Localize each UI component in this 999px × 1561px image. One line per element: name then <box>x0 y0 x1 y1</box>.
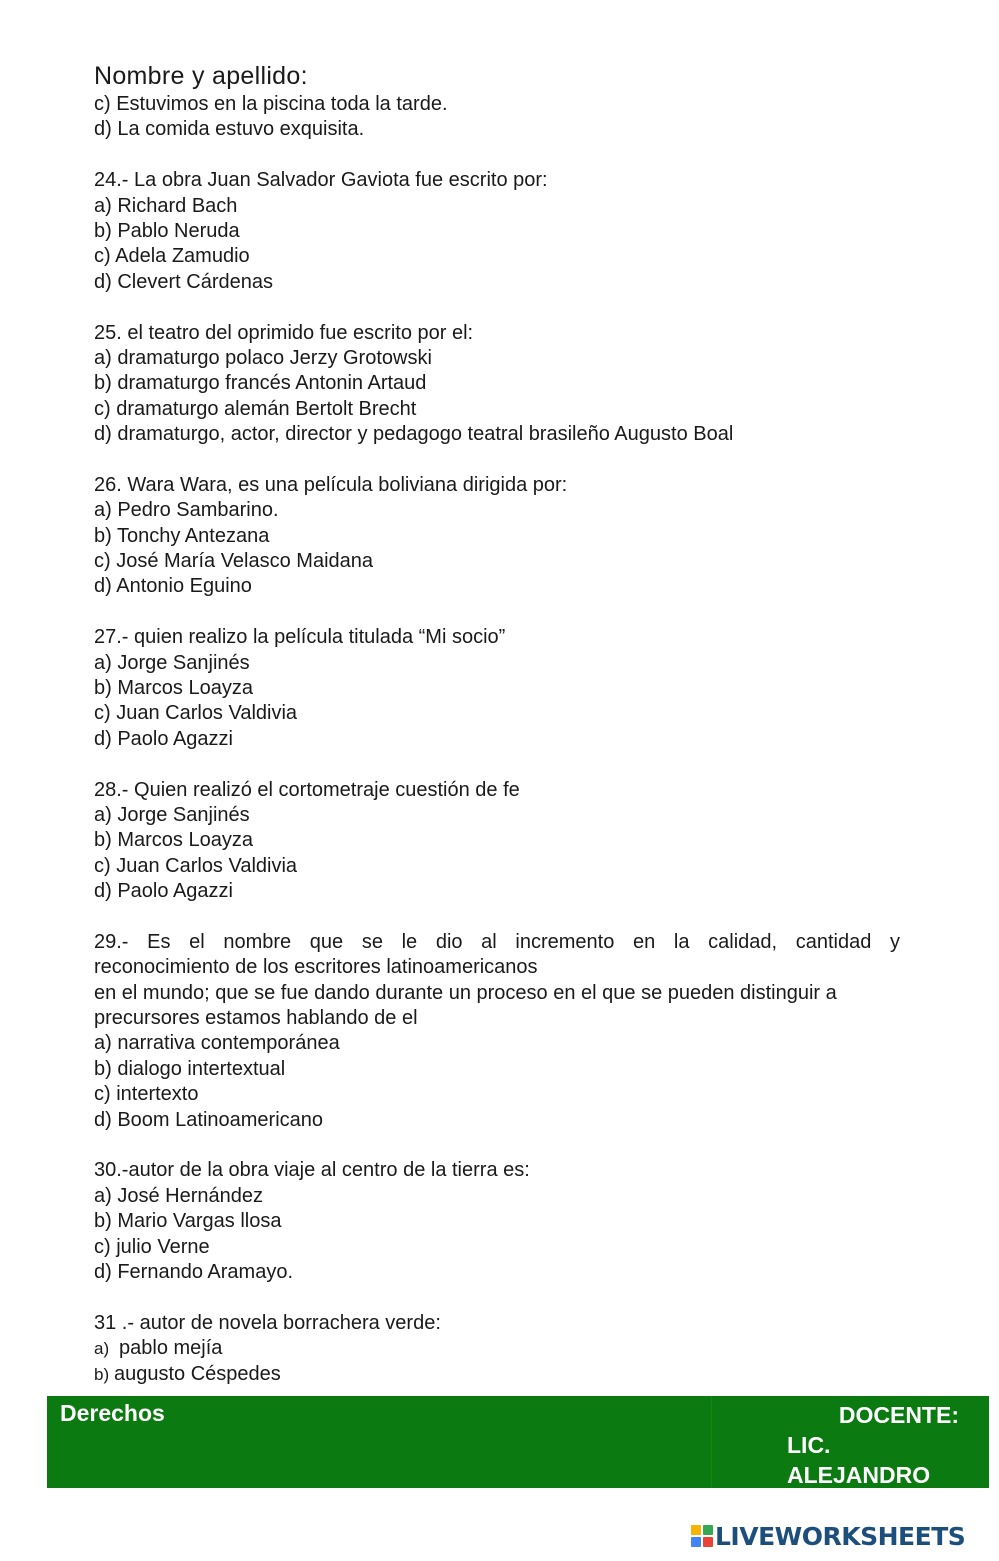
option-line: b) Marcos Loayza <box>94 829 253 852</box>
question-30-prompt: 30.-autor de la obra viaje al centro de la tierra es: <box>94 1159 530 1182</box>
footer-rights-label: Derechos <box>60 1400 165 1426</box>
option-line: c) Juan Carlos Valdivia <box>94 702 298 725</box>
option-line: c) José María Velasco Maidana <box>94 550 374 573</box>
question-26-prompt: 26. Wara Wara, es una película boliviana dirigida por: <box>94 473 568 496</box>
option-line: b) Marcos Loayza <box>94 676 253 699</box>
footer-bar <box>47 1396 989 1488</box>
page-header-name-label: Nombre y apellido: <box>94 62 308 90</box>
option-line: a) Pedro Sambarino. <box>94 499 279 522</box>
question-27-prompt: 27.- quien realizo la película titulada “Mi socio” <box>94 626 506 649</box>
question-28-prompt: 28.- Quien realizó el cortometraje cuestión de fe <box>94 778 520 801</box>
option-line: b) dialogo intertextual <box>94 1057 286 1080</box>
option-line: c) intertexto <box>94 1083 199 1106</box>
question-25-prompt: 25. el teatro del oprimido fue escrito por el: <box>94 321 474 344</box>
option-line: a) Jorge Sanjinés <box>94 651 250 674</box>
option-line <box>94 1336 900 1361</box>
option-line: c) dramaturgo alemán Bertolt Brecht <box>94 397 417 420</box>
option-line: a) Jorge Sanjinés <box>94 803 250 826</box>
option-line: b) Tonchy Antezana <box>94 524 270 547</box>
question-29-prompt-line: reconocimiento de los escritores latinoamericanos <box>94 956 538 979</box>
option-line: c) julio Verne <box>94 1235 210 1258</box>
question-24-prompt: 24.- La obra Juan Salvador Gaviota fue escrito por: <box>94 169 548 192</box>
option-line: b) Mario Vargas llosa <box>94 1210 282 1233</box>
option-line: b) dramaturgo francés Antonin Artaud <box>94 372 427 395</box>
option-letter: b) <box>94 1364 110 1384</box>
option-text: augusto Céspedes <box>114 1362 281 1385</box>
option-line <box>94 1362 900 1387</box>
option-line: d) Paolo Agazzi <box>94 880 233 903</box>
option-line: d) Boom Latinoamericano <box>94 1108 324 1131</box>
option-line: d) dramaturgo, actor, director y pedagogo teatral brasileño Augusto Boal <box>94 423 734 446</box>
option-line: a) José Hernández <box>94 1184 263 1207</box>
option-line: c) Adela Zamudio <box>94 245 250 268</box>
question-29-prompt-line: 29.- Es el nombre que se le dio al incremento en la calidad, cantidad y <box>94 930 900 953</box>
option-line: d) Antonio Eguino <box>94 575 252 598</box>
footer-teacher-line: ALEJANDRO <box>787 1462 931 1488</box>
option-line: d) Paolo Agazzi <box>94 727 233 750</box>
option-line: a) narrativa contemporánea <box>94 1032 340 1055</box>
option-line: c) Estuvimos en la piscina toda la tarde. <box>94 93 448 115</box>
liveworksheets-grid-icon <box>691 1525 713 1547</box>
option-letter: a) <box>94 1339 110 1359</box>
logo-text: LIVEWORKSHEETS <box>715 1521 966 1551</box>
question-31-prompt: 31 .- autor de novela borrachera verde: <box>94 1311 441 1334</box>
option-line: d) Clevert Cárdenas <box>94 270 273 293</box>
question-29-prompt-line: precursores estamos hablando de el <box>94 1007 418 1030</box>
footer-left-cell <box>47 1396 712 1488</box>
worksheet-content <box>94 92 900 1387</box>
option-line: b) Pablo Neruda <box>94 219 240 242</box>
liveworksheets-logo[interactable] <box>691 1520 965 1552</box>
option-line: d) Fernando Aramayo. <box>94 1260 293 1283</box>
option-text: pablo mejía <box>119 1337 223 1360</box>
question-29-prompt-line: en el mundo; que se fue dando durante un proceso en el que se pueden distinguir a <box>94 981 837 1004</box>
footer-teacher-line: DOCENTE: <box>838 1402 959 1428</box>
option-line: a) dramaturgo polaco Jerzy Grotowski <box>94 346 432 369</box>
option-line: d) La comida estuvo exquisita. <box>94 118 365 141</box>
option-line: a) Richard Bach <box>94 194 238 217</box>
footer-teacher-block <box>787 1400 959 1490</box>
footer-teacher-line: LIC. <box>787 1432 831 1458</box>
option-line: c) Juan Carlos Valdivia <box>94 854 298 877</box>
